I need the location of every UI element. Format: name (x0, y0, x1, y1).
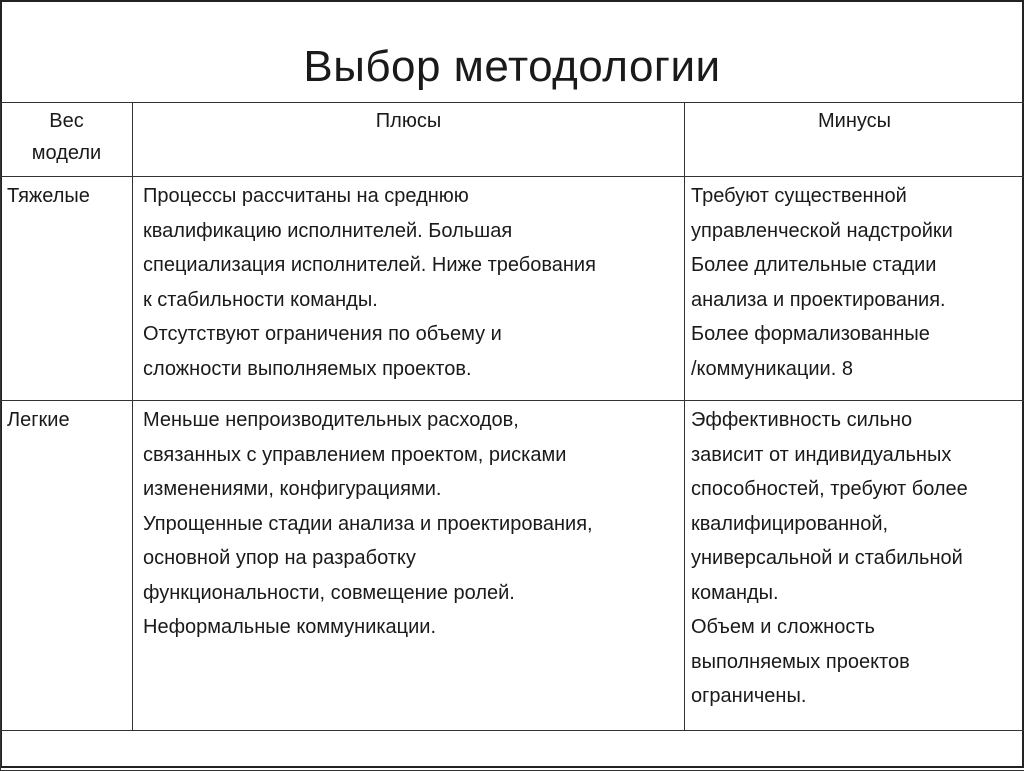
title-area (2, 2, 1022, 102)
header-weight-line: Вес (7, 105, 126, 137)
table-row-light (1, 401, 1024, 731)
weight-cell: Легкие (1, 401, 133, 731)
text-line: квалифицированной, (691, 507, 1016, 542)
text-line: /коммуникации. 8 (691, 352, 1016, 387)
minus-cell (685, 401, 1024, 731)
text-line: способностей, требуют более (691, 472, 1016, 507)
text-line: Процессы рассчитаны на среднюю (143, 179, 676, 214)
text-line: ограничены. (691, 679, 1016, 714)
table-header-row (1, 103, 1024, 177)
text-line: Более длительные стадии (691, 248, 1016, 283)
text-line: Неформальные коммуникации. (143, 610, 676, 645)
text-line: к стабильности команды. (143, 283, 676, 318)
header-plus: Плюсы (133, 103, 685, 177)
header-weight (1, 103, 133, 177)
text-line: функциональности, совмещение ролей. (143, 576, 676, 611)
header-weight-line: модели (7, 137, 126, 169)
page-title: Выбор методологии (303, 12, 720, 92)
text-line: сложности выполняемых проектов. (143, 352, 676, 387)
table-row-heavy (1, 177, 1024, 401)
text-line: квалификацию исполнителей. Большая (143, 214, 676, 249)
methodology-table (0, 102, 1024, 771)
text-line: Более формализованные (691, 317, 1016, 352)
text-line: связанных с управлением проектом, рисками (143, 438, 676, 473)
text-line: Отсутствуют ограничения по объему и (143, 317, 676, 352)
text-line: анализа и проектирования. (691, 283, 1016, 318)
weight-cell: Тяжелые (1, 177, 133, 401)
plus-cell (133, 401, 685, 731)
text-line: специализация исполнителей. Ниже требования (143, 248, 676, 283)
table-row-empty (1, 731, 1024, 771)
text-line: выполняемых проектов (691, 645, 1016, 680)
text-line: Упрощенные стадии анализа и проектирования, (143, 507, 676, 542)
text-line: основной упор на разработку (143, 541, 676, 576)
text-line: универсальной и стабильной (691, 541, 1016, 576)
text-line: управленческой надстройки (691, 214, 1016, 249)
plus-cell (133, 177, 685, 401)
text-line: команды. (691, 576, 1016, 611)
empty-cell (1, 731, 1024, 771)
text-line: Объем и сложность (691, 610, 1016, 645)
text-line: зависит от индивидуальных (691, 438, 1016, 473)
minus-cell (685, 177, 1024, 401)
text-line: Меньше непроизводительных расходов, (143, 403, 676, 438)
text-line: изменениями, конфигурациями. (143, 472, 676, 507)
text-line: Эффективность сильно (691, 403, 1016, 438)
header-minus: Минусы (685, 103, 1024, 177)
text-line: Требуют существенной (691, 179, 1016, 214)
